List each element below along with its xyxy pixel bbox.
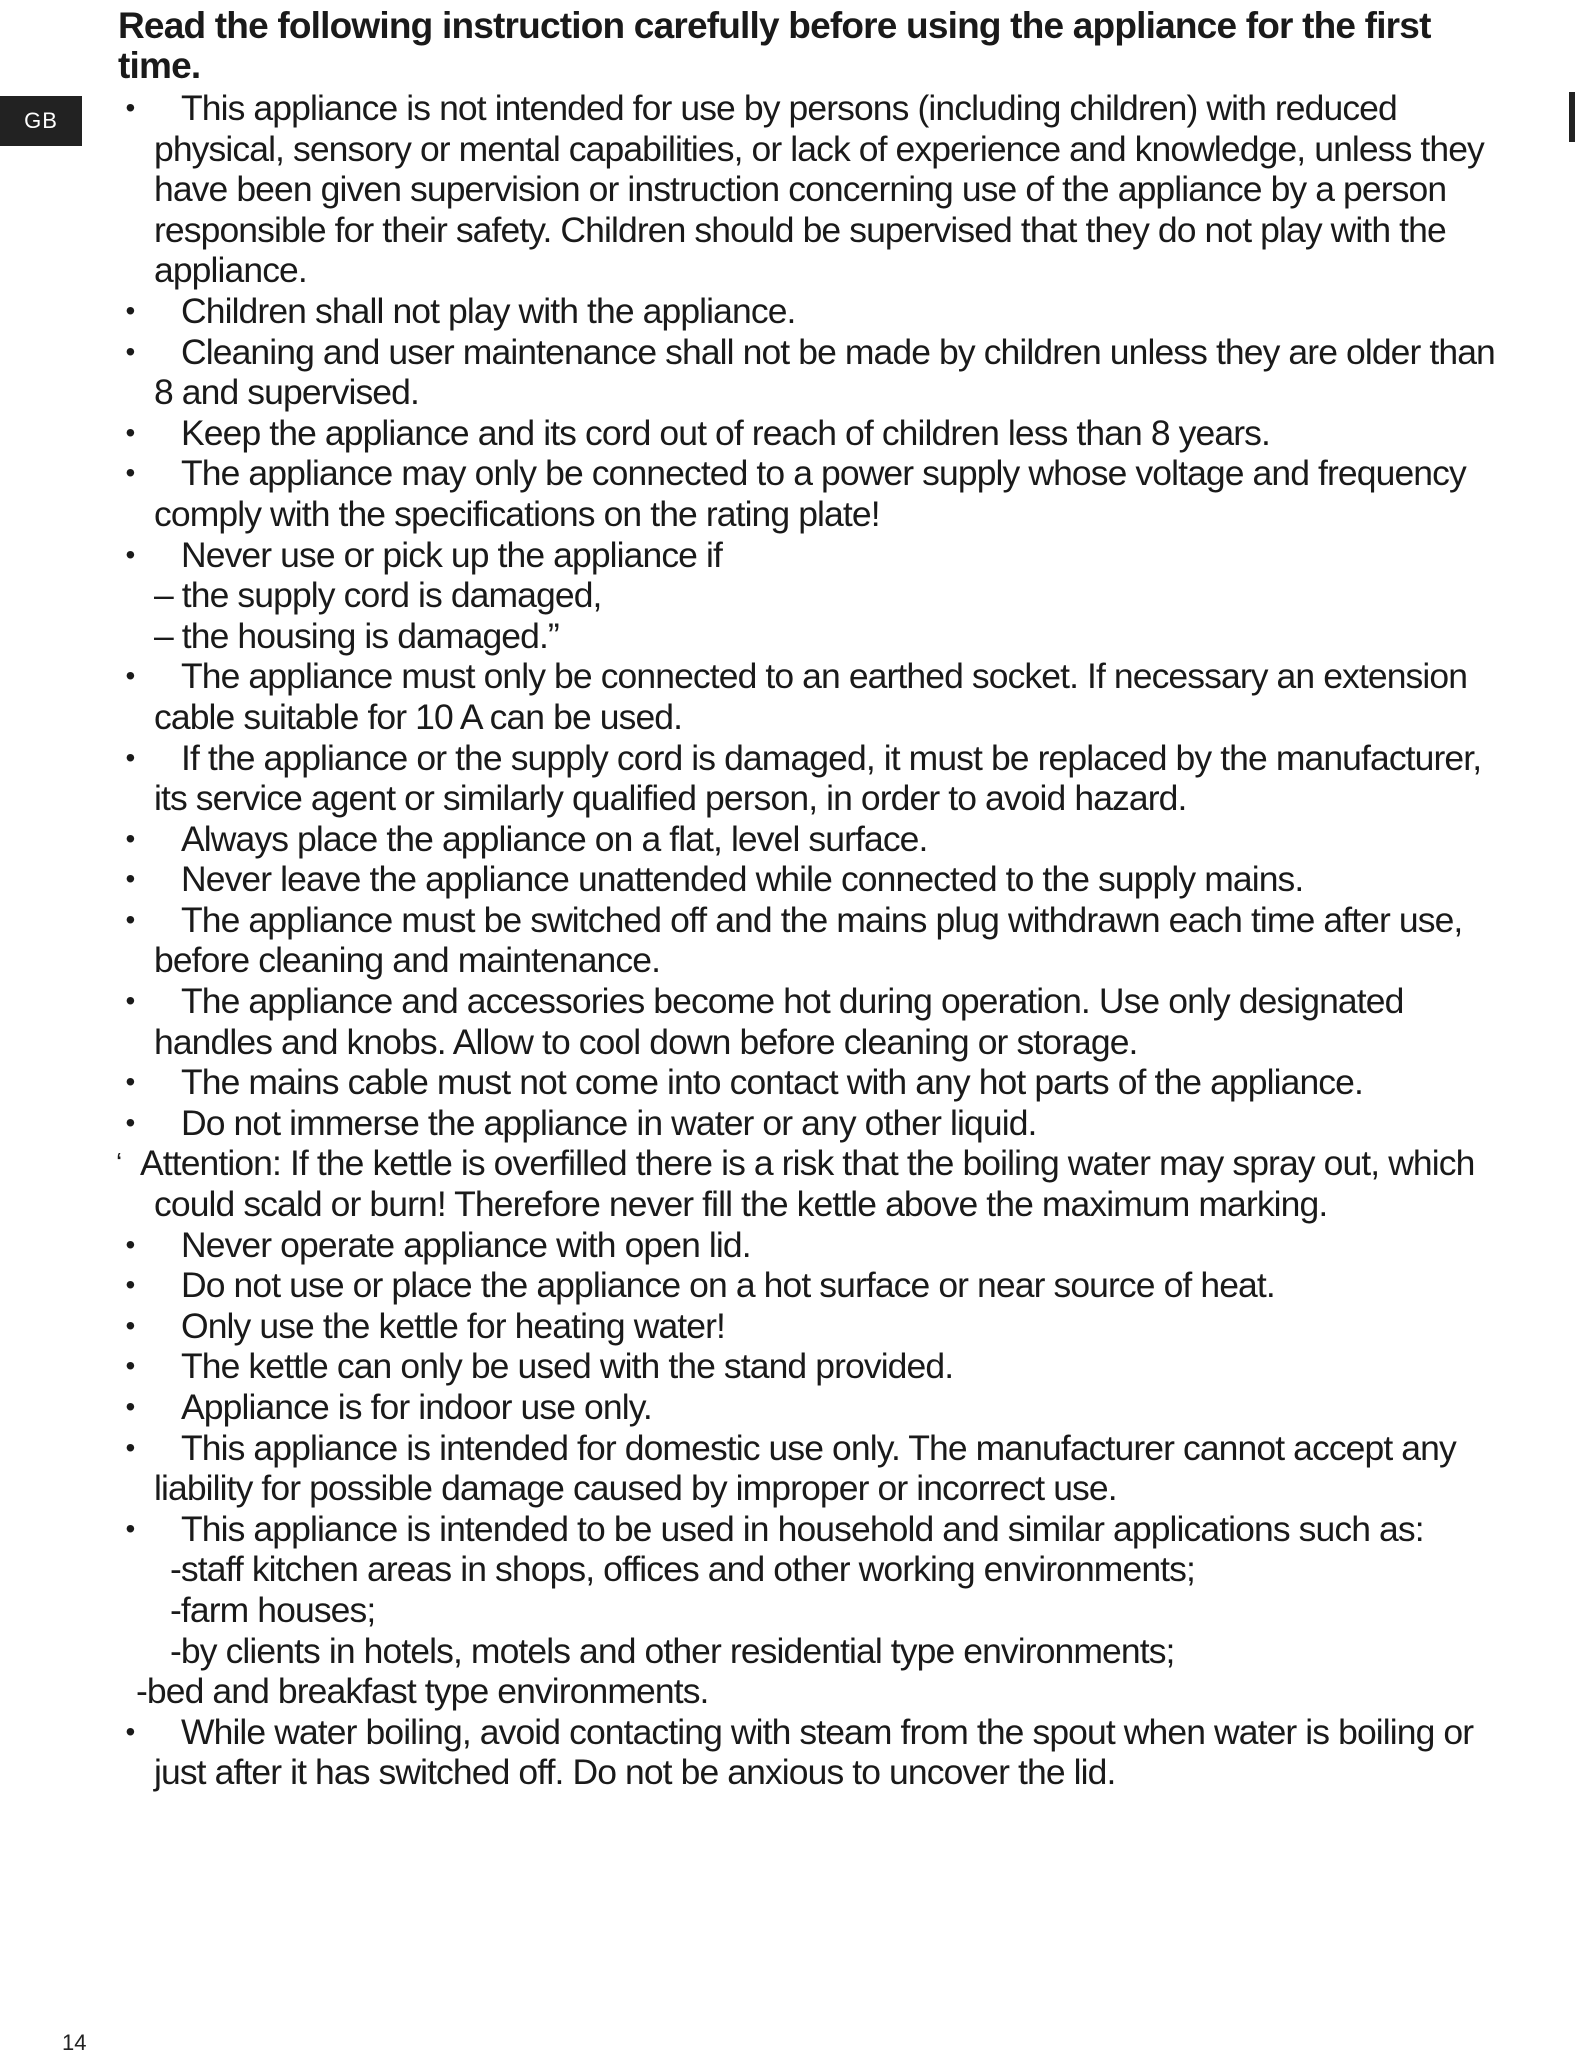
list-item (118, 332, 1518, 413)
list-item (118, 535, 1518, 576)
item-text: Children shall not play with the appliance. (181, 290, 796, 331)
bullet-icon: • (125, 1391, 135, 1422)
bullet-icon: • (125, 903, 135, 935)
list-item (118, 859, 1518, 900)
item-text: The mains cable must not come into contact with any hot parts of the appliance. (181, 1062, 1363, 1103)
bullet-icon: • (125, 1715, 135, 1747)
item-text: The appliance must only be connected to an earthed socket. If necessary an extension cable suitable for 10 A can be used. (154, 656, 1468, 737)
list-item (118, 1387, 1518, 1428)
list-item (118, 981, 1518, 1062)
attention-note (118, 1143, 1518, 1224)
bullet-icon: • (125, 1350, 135, 1382)
item-text: Never leave the appliance unattended while connected to the supply mains. (181, 859, 1304, 900)
bullet-icon: • (125, 294, 135, 326)
list-item (118, 1509, 1518, 1550)
list-item (118, 656, 1518, 737)
page-title: Read the following instruction carefully before using the appliance for the first time. (118, 5, 1431, 86)
item-text: The appliance and accessories become hot during operation. Use only designated handles and knobs. Allow to cool down before cleaning or storage. (154, 981, 1404, 1062)
list-item (118, 1225, 1518, 1266)
bullet-icon: • (125, 660, 135, 692)
bullet-icon: • (125, 1066, 135, 1098)
bullet-icon: • (125, 1228, 135, 1260)
application-item: -staff kitchen areas in shops, offices and other working environments; (170, 1549, 1195, 1590)
bullet-icon: • (125, 741, 135, 773)
item-text: While water boiling, avoid contacting with steam from the spout when water is boiling or just after it has switched off. Do not be anxious to uncover the lid. (154, 1711, 1474, 1793)
bullet-icon: • (125, 1431, 135, 1463)
safety-instructions (118, 6, 1518, 1793)
item-text: Appliance is for indoor use only. (181, 1387, 652, 1427)
item-text: The kettle can only be used with the stand provided. (181, 1346, 954, 1387)
list-item (118, 1712, 1518, 1793)
item-text: Do not use or place the appliance on a hot surface or near source of heat. (181, 1265, 1275, 1306)
safety-list (118, 88, 1518, 1793)
attention-text: Attention: If the kettle is overfilled there is a risk that the boiling water may spray out, which could scald or burn! Therefore never fill the kettle above the maximum marking. (140, 1143, 1475, 1225)
item-text: If the appliance or the supply cord is damaged, it must be replaced by the manufacturer, its service agent or similarly qualified person, in order to avoid hazard. (154, 737, 1482, 819)
item-text: Never use or pick up the appliance if (181, 534, 722, 575)
application-item: -by clients in hotels, motels and other residential type environments; (170, 1630, 1175, 1671)
list-item (118, 88, 1518, 291)
list-item (118, 738, 1518, 819)
list-item (118, 453, 1518, 534)
list-item (118, 1103, 1518, 1144)
bullet-icon: • (125, 1269, 135, 1301)
applications-list (118, 1549, 1518, 1711)
item-text: The appliance must be switched off and the mains plug withdrawn each time after use, before cleaning and maintenance. (154, 899, 1463, 981)
item-text: Keep the appliance and its cord out of reach of children less than 8 years. (181, 412, 1270, 453)
item-text: This appliance is intended for domestic use only. The manufacturer cannot accept any liability for possible damage caused by improper or incorrect use. (154, 1427, 1456, 1509)
bullet-icon: • (125, 985, 135, 1017)
bullet-icon: • (125, 416, 135, 448)
item-text: Only use the kettle for heating water! (181, 1305, 725, 1346)
application-item: -bed and breakfast type environments. (136, 1671, 709, 1712)
page-number: 14 (62, 2030, 87, 2055)
item-text: Always place the appliance on a flat, level surface. (181, 818, 928, 859)
list-item (118, 1306, 1518, 1347)
list-item (118, 1062, 1518, 1103)
bullet-icon: • (125, 92, 135, 123)
damage-condition: – the housing is damaged.” (154, 615, 559, 656)
list-item (118, 819, 1518, 860)
list-item (118, 1346, 1518, 1387)
list-item (118, 413, 1518, 454)
bullet-icon: • (125, 822, 135, 854)
list-item (118, 900, 1518, 981)
list-item (118, 1428, 1518, 1509)
bullet-icon: • (125, 538, 135, 570)
application-item: -farm houses; (170, 1589, 376, 1630)
attention-mark: ‘ (116, 1147, 122, 1179)
bullet-icon: • (125, 1309, 135, 1341)
item-text: Never operate appliance with open lid. (181, 1224, 751, 1265)
bullet-icon: • (125, 457, 135, 489)
bullet-icon: • (125, 1106, 135, 1138)
item-text: Cleaning and user maintenance shall not be made by children unless they are older than 8 and supervised. (154, 331, 1495, 413)
item-text: The appliance may only be connected to a power supply whose voltage and frequency comply with the specifications on the rating plate! (154, 453, 1466, 534)
item-text: This appliance is not intended for use by persons (including children) with reduced physical, sensory or mental capabilities, or lack of experience and knowledge, unless they have been given supervision or instruction concerning use of the appliance by a person responsible for their safety. Children should be supervised that they do not play with the appliance. (154, 88, 1484, 291)
item-text: This appliance is intended to be used in household and similar applications such as: (181, 1508, 1424, 1549)
damage-condition: – the supply cord is damaged, (154, 575, 602, 616)
damage-conditions (118, 575, 1518, 656)
bullet-icon: • (125, 1512, 135, 1544)
bullet-icon: • (125, 335, 135, 367)
language-tab: GB (0, 96, 82, 146)
bullet-icon: • (125, 863, 135, 895)
item-text: Do not immerse the appliance in water or any other liquid. (181, 1102, 1037, 1143)
list-item (118, 1265, 1518, 1306)
list-item (118, 291, 1518, 332)
margin-mark (1569, 92, 1575, 142)
